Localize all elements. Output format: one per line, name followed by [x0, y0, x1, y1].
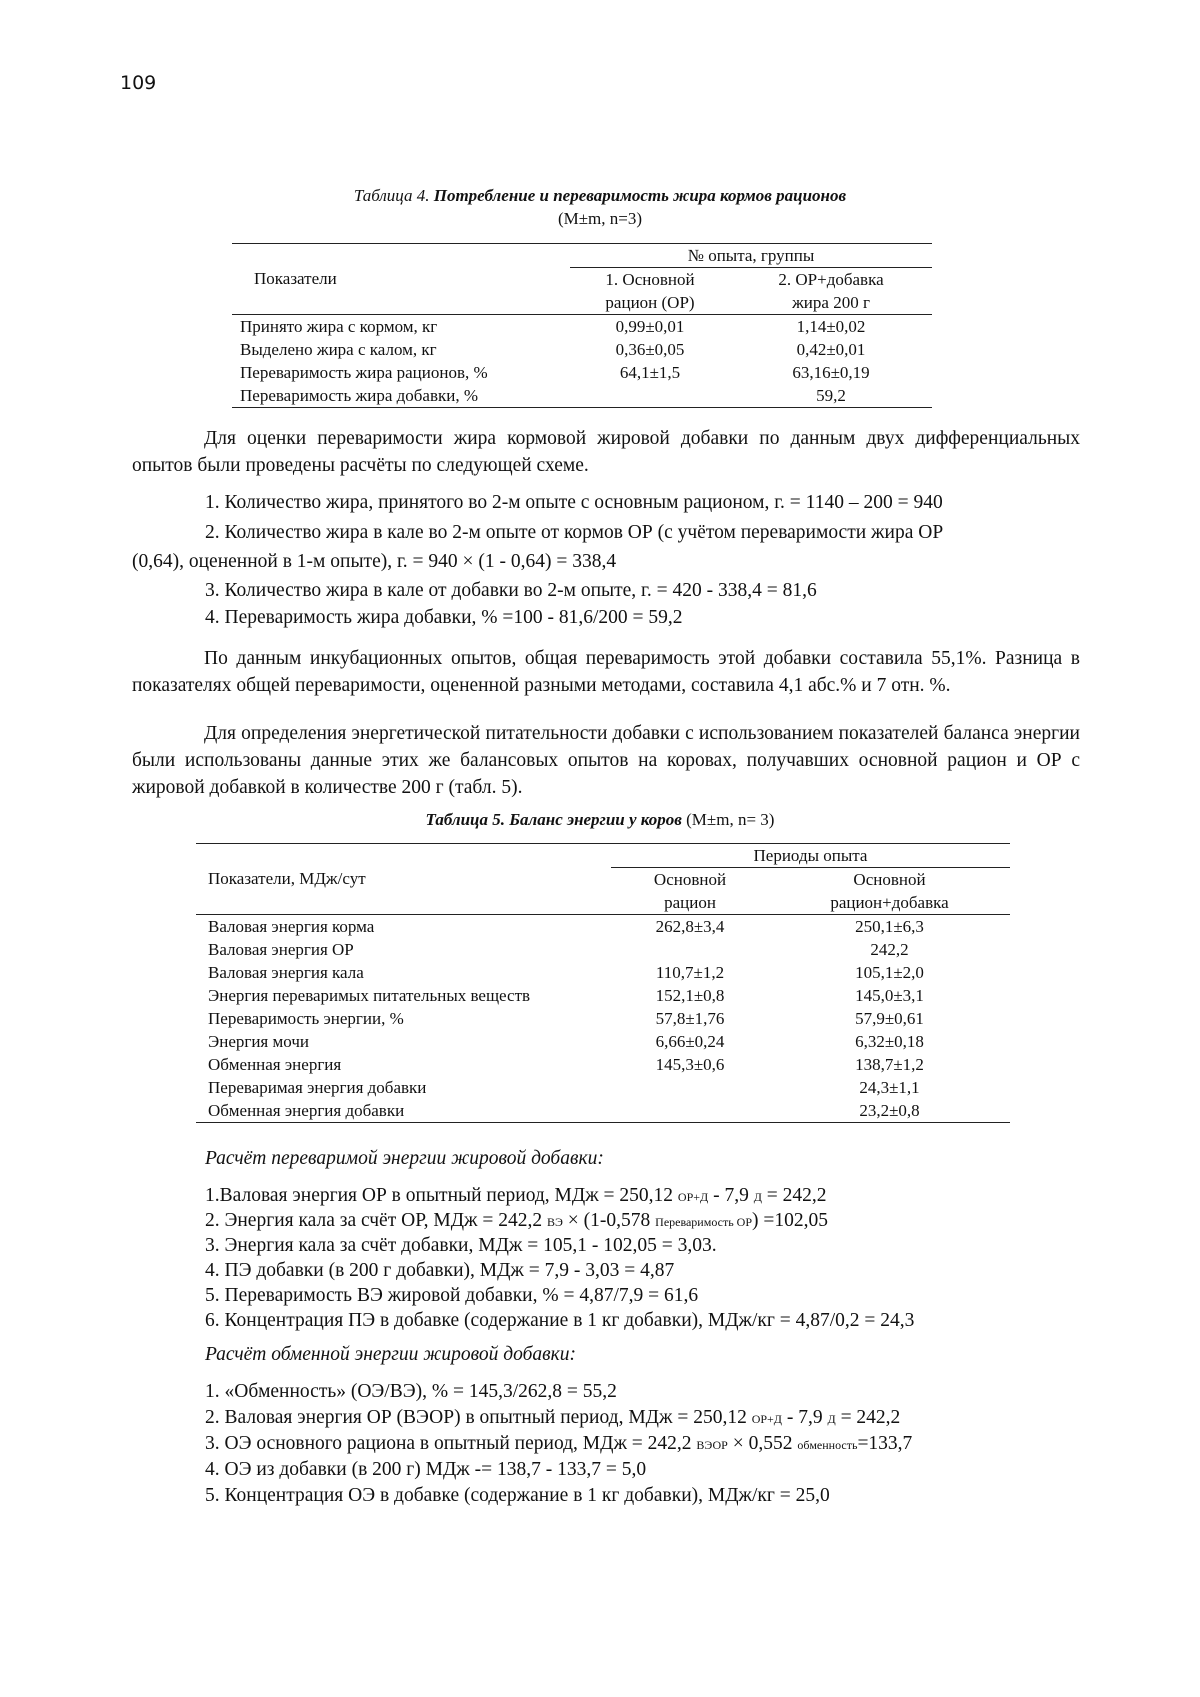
table4-col2-header: 2. ОР+добавка [778, 270, 884, 289]
row-value-2: 145,0±3,1 [855, 986, 924, 1005]
paragraph-energy: Для определения энергетической питательности добавки с использованием показателей баланса энергии были использованы данные этих же балансовых опытов на коровах, получавших основной рацион и ОР с жировой добавкой в количестве 200 г (табл. 5). [132, 723, 1080, 798]
calc-pe-line-1-sub2: Д [753, 1190, 762, 1204]
table5-col1-header-2: рацион [664, 893, 716, 912]
row-label: Валовая энергия кала [208, 963, 364, 982]
row-value-1 [570, 384, 730, 408]
table4-header-param: Показатели [254, 269, 337, 288]
table4-caption-sub: (M±m, n=3) [557, 209, 643, 228]
row-value-2: 6,32±0,18 [855, 1032, 924, 1051]
row-label: Принято жира с кормом, кг [240, 317, 438, 336]
calc-oe-line-4: 4. ОЭ из добавки (в 200 г) МДж -= 138,7 - 133,7 = 5,0 [205, 1459, 647, 1480]
calc-oe-line-1: 1. «Обменность» (ОЭ/ВЭ), % = 145,3/262,8 = 55,2 [205, 1381, 617, 1402]
calc-pe-line-1a: 1.Валовая энергия ОР в опытный период, МДж = 250,12 [205, 1185, 678, 1206]
calc-oe-line-2-sub1: ОР+Д [751, 1412, 782, 1426]
row-value-1: 110,7±1,2 [655, 963, 725, 982]
table4-caption-prefix: Таблица 4. [353, 186, 434, 205]
table-row [196, 938, 1010, 961]
table5-header-group: Периоды опыта [611, 844, 1010, 868]
row-value-2: 24,3±1,1 [859, 1078, 920, 1097]
table-row [232, 361, 932, 384]
row-value-1: 0,36±0,05 [615, 340, 685, 359]
row-label: Энергия переваримых питательных веществ [208, 986, 531, 1005]
calc-oe-line-3-sub1: ВЭОР [696, 1438, 728, 1452]
table-row [232, 315, 932, 339]
row-value-1: 64,1±1,5 [619, 363, 681, 382]
calc-pe-heading: Расчёт переваримой энергии жировой добавки: [205, 1148, 604, 1169]
table5 [196, 843, 1010, 1123]
table5-caption [0, 810, 1200, 830]
table4-col2-header-2: жира 200 г [792, 293, 870, 312]
row-value-2: 105,1±2,0 [855, 963, 924, 982]
calc-pe-line-1-sub1: ОР+Д [677, 1190, 709, 1204]
calc-oe-line-3a: 3. ОЭ основного рациона в опытный период, МДж = 242,2 [205, 1433, 697, 1454]
row-value-1: 0,99±0,01 [615, 317, 685, 336]
table-row [196, 961, 1010, 984]
paragraph-incubation: По данным инкубационных опытов, общая переваримость этой добавки составила 55,1%. Разница в показателях общей переваримости, оцененной разными методами, составила 4,1 абс.% и 7 отн. %. [132, 648, 1080, 696]
table4-caption [0, 186, 1200, 206]
calc-pe-line-1c: = 242,2 [761, 1185, 827, 1206]
row-value-1: 57,8±1,76 [655, 1009, 725, 1028]
calc-oe-line-3c: =133,7 [857, 1433, 913, 1454]
scheme-line-4: 4. Переваримость жира добавки, % =100 - 81,6/200 = 59,2 [205, 607, 683, 628]
row-label: Валовая энергия ОР [208, 940, 354, 959]
row-label: Переваримость жира добавки, % [240, 386, 478, 405]
row-value-1: 6,66±0,24 [655, 1032, 725, 1051]
table5-col2-header-2: рацион+добавка [830, 893, 949, 912]
row-value-1 [611, 1076, 769, 1099]
calc-oe-line-3 [205, 1430, 912, 1459]
table5-col2-header: Основной [853, 870, 926, 889]
row-value-1 [611, 1099, 769, 1123]
row-label: Переваримость жира рационов, % [240, 363, 488, 382]
row-label: Энергия мочи [208, 1032, 309, 1051]
row-label: Переваримость энергии, % [208, 1009, 404, 1028]
table-row [196, 1053, 1010, 1076]
scheme-line-2: 2. Количество жира в кале во 2-м опыте от кормов ОР (с учётом переваримости жира ОР [205, 522, 944, 543]
page-number: 109 [120, 72, 157, 94]
calc-oe-line-3-sub2: обменность [797, 1438, 858, 1452]
row-value-1: 262,8±3,4 [655, 917, 725, 936]
row-label: Выделено жира с калом, кг [240, 340, 437, 359]
row-value-1: 152,1±0,8 [655, 986, 725, 1005]
calc-pe-line-2-sub1: ВЭ [546, 1215, 563, 1229]
calc-oe-line-2-sub2: Д [827, 1412, 836, 1426]
scheme-line-2-cont: (0,64), оцененной в 1-м опыте), г. = 940 × (1 - 0,64) = 338,4 [132, 551, 617, 572]
row-value-2: 0,42±0,01 [796, 340, 866, 359]
row-value-2: 1,14±0,02 [796, 317, 866, 336]
row-value-2: 138,7±1,2 [855, 1055, 924, 1074]
row-value-2: 59,2 [816, 386, 846, 405]
calc-pe-line-2a: 2. Энергия кала за счёт ОР, МДж = 242,2 [205, 1210, 547, 1231]
table-row [196, 1030, 1010, 1053]
table4-caption-title: Потребление и переваримость жира кормов рационов [433, 186, 847, 205]
table-row [232, 338, 932, 361]
row-label: Валовая энергия корма [208, 917, 375, 936]
calc-pe-line-2c: ) =102,05 [752, 1210, 829, 1231]
scheme-line-1: 1. Количество жира, принятого во 2-м опыте с основным рационом, г. = 1140 – 200 = 940 [205, 492, 943, 513]
calc-oe-heading: Расчёт обменной энергии жировой добавки: [205, 1344, 576, 1365]
row-label: Переваримая энергия добавки [208, 1078, 427, 1097]
calc-pe-line-2-sub2: Переваримость ОР [655, 1215, 753, 1229]
calc-pe-line-2b: × (1-0,578 [562, 1210, 656, 1231]
paragraph-intro: Для оценки переваримости жира кормовой жировой добавки по данным двух дифференциальных опытов были проведены расчёты по следующей схеме. [132, 428, 1080, 476]
table4-col1-header: 1. Основной [605, 270, 695, 289]
calc-pe-line-3: 3. Энергия кала за счёт добавки, МДж = 105,1 - 102,05 = 3,03. [205, 1235, 717, 1256]
row-value-2: 250,1±6,3 [855, 917, 924, 936]
calc-pe-line-6: 6. Концентрация ПЭ в добавке (содержание в 1 кг добавки), МДж/кг = 4,87/0,2 = 24,3 [205, 1310, 915, 1331]
row-value-2: 242,2 [870, 940, 909, 959]
table4-col1-header-2: рацион (ОР) [605, 293, 695, 312]
table-row [196, 1007, 1010, 1030]
table-row [232, 384, 932, 408]
scheme-line-3: 3. Количество жира в кале от добавки во 2-м опыте, г. = 420 - 338,4 = 81,6 [205, 580, 817, 601]
table4-header-group: № опыта, группы [570, 244, 932, 268]
row-value-1: 145,3±0,6 [655, 1055, 725, 1074]
row-value-2: 63,16±0,19 [792, 363, 870, 382]
table-row [196, 1076, 1010, 1099]
calc-oe-line-2c: = 242,2 [835, 1407, 901, 1428]
calc-pe-line-1b: - 7,9 [708, 1185, 754, 1206]
row-value-2: 23,2±0,8 [859, 1101, 920, 1120]
table-row [196, 915, 1010, 939]
calc-oe-line-2b: - 7,9 [782, 1407, 828, 1428]
row-label: Обменная энергия [208, 1055, 342, 1074]
calc-pe-line-5: 5. Переваримость ВЭ жировой добавки, % = 4,87/7,9 = 61,6 [205, 1285, 699, 1306]
table-row [196, 1099, 1010, 1123]
calc-pe-line-4: 4. ПЭ добавки (в 200 г добавки), МДж = 7,9 - 3,03 = 4,87 [205, 1260, 675, 1281]
table5-caption-sub: (M±m, n= 3) [681, 810, 775, 829]
table5-caption-title: Таблица 5. Баланс энергии у коров [425, 810, 682, 829]
row-label: Обменная энергия добавки [208, 1101, 405, 1120]
calc-oe-line-3b: × 0,552 [727, 1433, 798, 1454]
row-value-1 [611, 938, 769, 961]
table4 [232, 243, 932, 408]
table5-col1-header: Основной [653, 870, 727, 889]
calc-oe-line-2a: 2. Валовая энергия ОР (ВЭОР) в опытный период, МДж = 250,12 [205, 1407, 752, 1428]
row-value-2: 57,9±0,61 [855, 1009, 924, 1028]
calc-oe-line-2 [205, 1404, 900, 1433]
table5-header-param: Показатели, МДж/сут [208, 869, 366, 888]
calc-oe-line-5: 5. Концентрация ОЭ в добавке (содержание в 1 кг добавки), МДж/кг = 25,0 [205, 1485, 830, 1506]
table-row [196, 984, 1010, 1007]
